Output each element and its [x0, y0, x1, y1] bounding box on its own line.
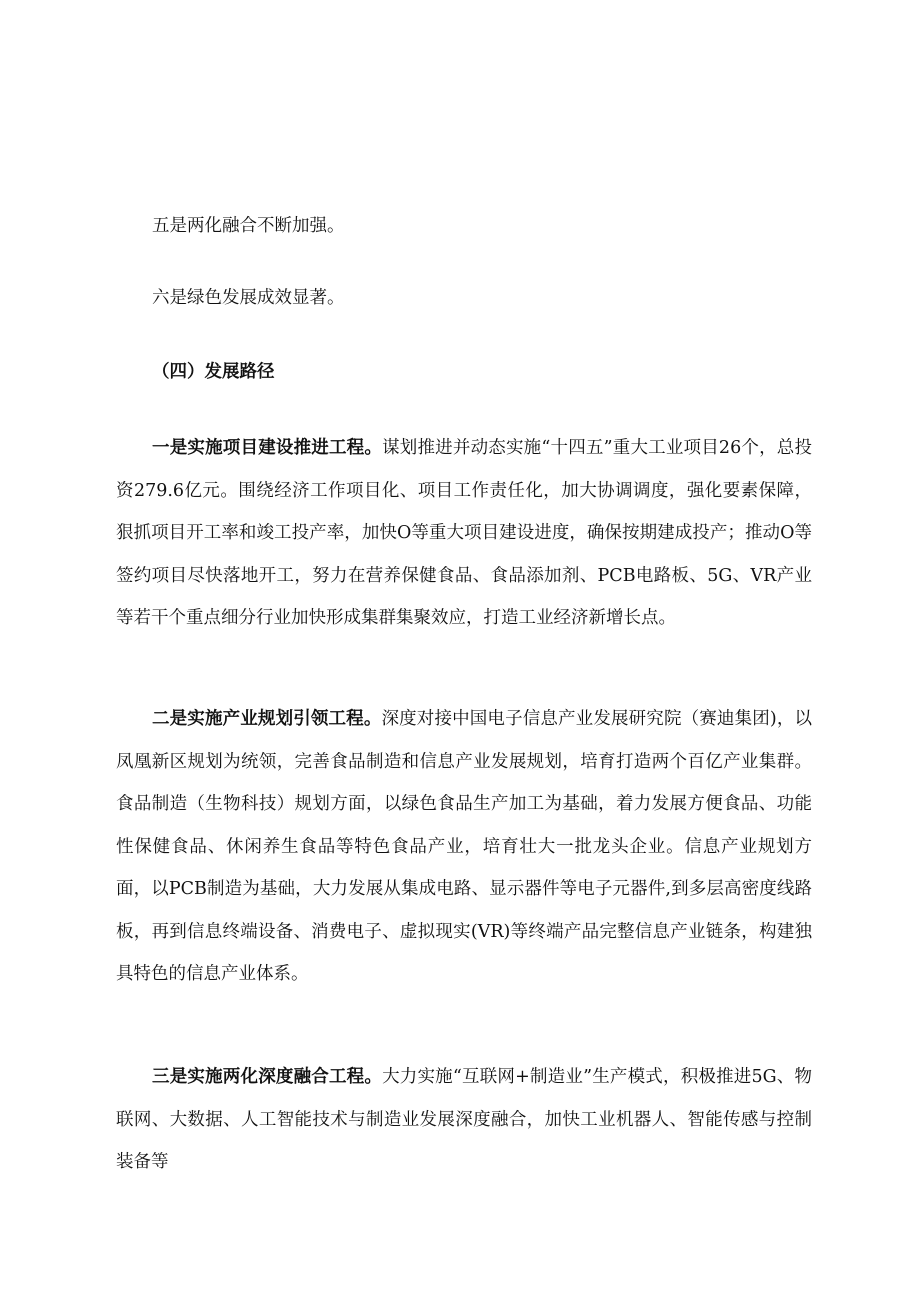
- paragraph-lead: 一是实施项目建设推进工程。: [152, 438, 383, 458]
- paragraph-body: 大力实施“互联网+制造业”生产模式，积极推进5G、物联网、大数据、人工智能技术与制造业发展深度融合，加快工业机器人、智能传感与控制装备等: [116, 1067, 812, 1172]
- paragraph-body: 谋划推进并动态实施“十四五”重大工业项目26个，总投资279.6亿元。围绕经济工作项目化、项目工作责任化，加大协调调度，强化要素保障，狠抓项目开工率和竣工投产率，加快O等重大项目建设进度，确保按期建成投产；推动O等签约项目尽快落地开工，努力在营养保健食品、食品添加剂、PCB电路板、5G、VR产业等若干个重点细分行业加快形成集群集聚效应，打造工业经济新增长点。: [116, 438, 812, 628]
- paragraph-lead: 二是实施产业规划引领工程。: [152, 709, 382, 729]
- paragraph-lead: 三是实施两化深度融合工程。: [152, 1067, 383, 1087]
- paragraph-industry-planning: [116, 698, 812, 996]
- section-heading: （四）发展路径: [152, 362, 275, 382]
- paragraph-integration: [116, 1056, 812, 1184]
- item-five-line: 五是两化融合不断加强。: [152, 216, 345, 236]
- paragraph-body: 深度对接中国电子信息产业发展研究院（赛迪集团)，以凤凰新区规划为统领，完善食品制造和信息产业发展规划，培育打造两个百亿产业集群。食品制造（生物科技）规划方面，以绿色食品生产加工为基础，着力发展方便食品、功能性保健食品、休闲养生食品等特色食品产业，培育壮大一批龙头企业。信息产业规划方面，以PCB制造为基础，大力发展从集成电路、显示器件等电子元器件,到多层高密度线路板，再到信息终端设备、消费电子、虚拟现实(VR)等终端产品完整信息产业链条，构建独具特色的信息产业体系。: [116, 709, 813, 984]
- item-six-line: 六是绿色发展成效显著。: [152, 288, 345, 308]
- paragraph-project-construction: [116, 427, 812, 640]
